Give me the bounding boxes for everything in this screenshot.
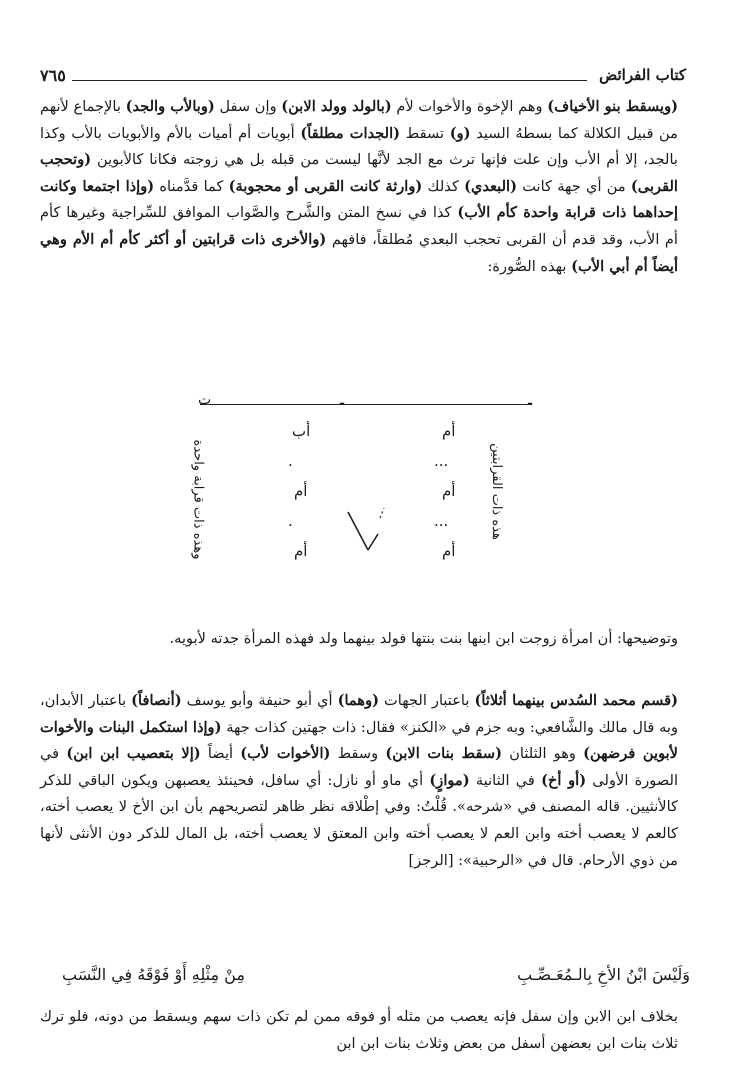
bold-text-run: (البعدي): [464, 177, 517, 195]
bold-text-run: (وتحجب القربى): [40, 151, 678, 195]
diagram-cell-left: .: [288, 452, 293, 470]
diagram-top-mark: ـ: [340, 392, 345, 408]
bold-text-run: (وإذا استكمل البنات والأخوات لأبوين فرضهن): [40, 718, 679, 763]
text-run: بالإجماع لأنهم من قبيل الكلالة كما بسطهُ السيد: [40, 98, 678, 142]
bold-text-run: (وإذا اجتمعا وكانت إحداهما ذات قرابة واحدة كأم الأب): [40, 177, 678, 222]
bold-text-run: (الأخوات لأب): [240, 745, 331, 763]
bold-text-run: (قسم محمد السُدس بينهما أثلاثاً): [474, 692, 678, 709]
diagram-top-mark: ـ: [528, 392, 533, 408]
bold-text-run: (وهما): [337, 692, 380, 709]
text-run: من أي جهة كانت: [516, 177, 631, 195]
bold-text-run: (وارثة كانت القربى أو محجوبة): [228, 177, 423, 195]
bold-text-run: (سقط بنات الابن): [385, 745, 503, 763]
bold-text-run: (إلا بتعصيب ابن ابن): [66, 745, 201, 763]
running-header: [40, 62, 686, 88]
diagram-cell-right: أم: [442, 542, 456, 560]
text-run: في الصورة الأولى: [40, 745, 678, 789]
diagram-cell-left: أب: [292, 422, 311, 440]
text-run: كذا في نسخ المتن والشَّرح والصَّواب الموافق للسِّراجية وغيرها كأم أم الأب، وقد قدم أن القربى تحجب البعدي مُطلقاً، فافهم: [40, 204, 678, 248]
connector-line: [340, 498, 400, 568]
diagram-top-line: [200, 404, 532, 405]
bold-text-run: (أو أخ): [541, 771, 587, 789]
label-one-kinship: وهذه ذات قرابة واحدة: [190, 439, 206, 560]
kinship-diagram: [180, 388, 560, 598]
text-run: كما قدَّمناه: [154, 177, 229, 195]
text-run: باعتبار الجهات: [379, 692, 475, 709]
bold-text-run: (و): [449, 124, 471, 142]
bold-text-run: (الجدات مطلقاً): [300, 124, 401, 142]
bold-text-run: (ويسقط بنو الأخياف): [547, 98, 679, 115]
text-run: أبويات أم أميات بالأم والأبويات بالأب وكذا بالجد، إلا أم الأب وإن علت فإنها ترث مع الجد لأنَّها ليست من قبله بل هي زوجته فكانا كالأبوين: [40, 124, 678, 169]
text-run: في الثانية: [469, 771, 542, 789]
text-run: أي أبو حنيفة وأبو يوسف: [181, 692, 338, 709]
paragraph-1: [40, 94, 678, 356]
poem-hemistich-left: مِنْ مِثْلِهِ أَوْ فَوْقَهُ فِي النَّسَبِ: [62, 964, 245, 984]
book-title: كتاب الفرائض: [599, 66, 686, 84]
diagram-cell-right: ...: [434, 512, 449, 530]
paragraph-3: [40, 688, 678, 938]
bold-text-run: (وبالأب والجد): [125, 98, 215, 115]
poem-verse: [62, 952, 690, 996]
text-run: وسقط: [330, 745, 386, 763]
diagram-cell-right: أم: [442, 422, 456, 440]
diagram-cell-left: أم: [294, 542, 308, 560]
text-run: باعتبار الأبدان، وبه قال مالك والشَّافعي: وبه جزم في «الكنز» فقال: ذات جهتين كذات جهة: [40, 692, 678, 736]
text-run: كذلك: [422, 177, 465, 195]
text-run: بهذه الصُّورة:: [487, 257, 572, 275]
header-rule: [72, 70, 587, 81]
poem-hemistich-right: وَلَيْسَ ابْنُ الأخِ بِالـمُعَـصِّـبِ: [517, 964, 690, 984]
paragraph-4: بخلاف ابن الابن وإن سفل فإنه يعصب من مثله أو فوقه ممن لم تكن ذات سهم ويسقط من دونه، فلو ترك ثلاث بنات ابن بعضهن أسفل من بعض وثلاث بنات ابن ابن: [40, 1008, 678, 1052]
diagram-top-mark: ت: [198, 392, 212, 408]
text-run: أي ماو أو نازل: أي سافل، فحينئذ يعصبهن ويكون الباقي للذكر كالأنثيين. قاله المصنف في «شرحه». قُلْتُ: وفي إطْلاقه نظر ظاهر لتصريحهم بأن ابن الأخ لا يعصب أخته، كالعم لا يعصب أخته وابن العم لا يعصب أخته وابن المعتق لا يعصب أخته، بل المال للذكر دون الأنثى لأنها من ذوي الأرحام. قال في «الرحبية»: [الرجز]: [40, 771, 678, 869]
diagram-cell-left: أم: [294, 482, 308, 500]
bold-text-run: (أنصافاً): [131, 692, 182, 709]
bold-text-run: (والأخرى ذات قرابتين أو أكثر كأم أم الأم وهي أيضاً أم أبي الأب): [40, 230, 678, 275]
page-number: ٧٦٥: [40, 65, 66, 85]
text-run: وهو الثلثان: [502, 745, 584, 763]
diagram-cell-right: ...: [434, 452, 449, 470]
diagram-cell-right: أم: [442, 482, 456, 500]
text-run: تسقط: [400, 124, 450, 142]
paragraph-2: وتوضيحها: أن امرأة زوجت ابن ابنها بنت بنتها فولد بينهما ولد فهذه المرأة جدته لأبويه.: [169, 630, 678, 647]
diagram-cell-left: .: [288, 512, 293, 530]
label-two-kinships: هذه ذات القرابتين: [488, 443, 504, 540]
text-run: أيضاً: [200, 745, 241, 763]
text-run: وهم الإخوة والأخوات لأم: [391, 98, 548, 115]
text-run: وإن سفل: [214, 98, 282, 115]
bold-text-run: (بالولد وولد الابن): [281, 98, 392, 115]
bold-text-run: (موازٍ): [429, 771, 470, 789]
